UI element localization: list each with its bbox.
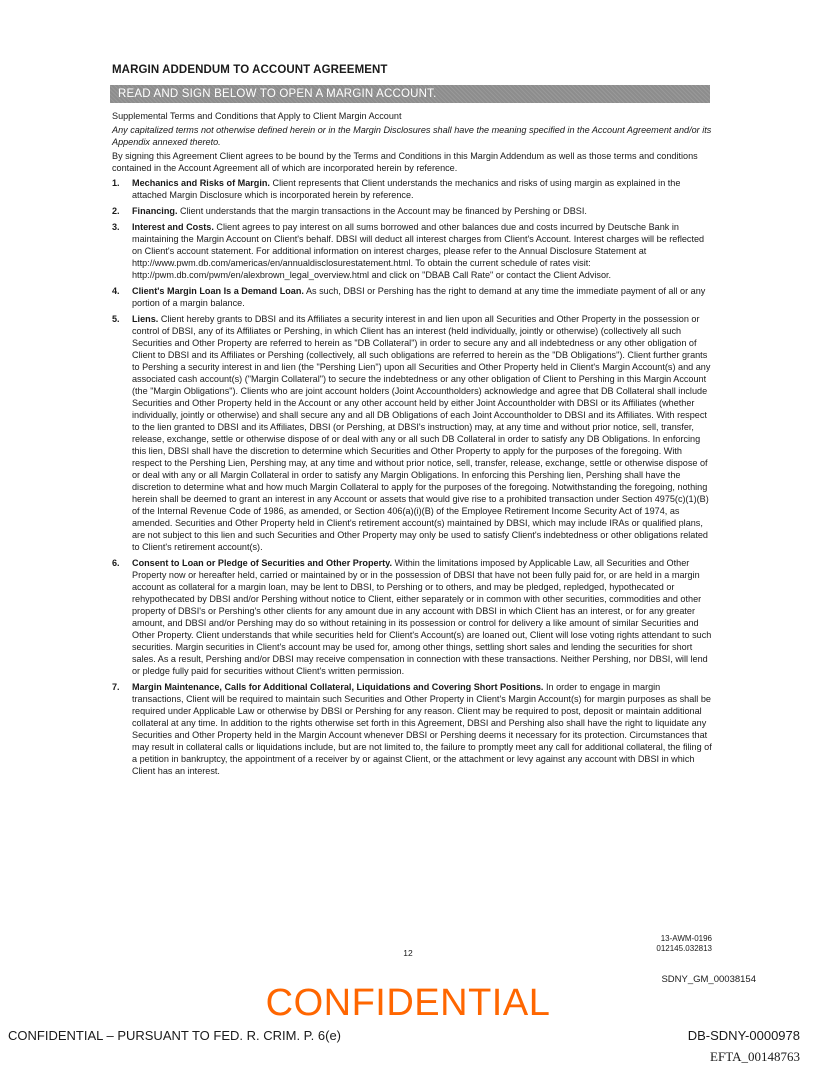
section-number: 3.	[112, 222, 120, 232]
section-text: Client understands that the margin transactions in the Account may be financed by Pershing or DBSI.	[180, 206, 587, 216]
section-number: 2.	[112, 206, 120, 216]
form-code	[656, 934, 712, 954]
confidential-footer-notice: CONFIDENTIAL – PURSUANT TO FED. R. CRIM. P. 6(e)	[8, 1028, 342, 1043]
section-text: As such, DBSI or Pershing has the right to demand at any time the immediate payment of all or any portion of a margin balance.	[132, 286, 706, 308]
section-text: Client agrees to pay interest on all sums borrowed and other balances due and costs incurred by Deutsche Bank in maintaining the Margin Account on Client's behalf. DBSI will deduct all interest charges from Client's Account. Interest charges will be reflected on Client's account statement. For additional information on interest charges, please refer to the Annual Disclosure Statement at http://www.pwm.db.com/americas/en/annualdisclosurestatement.html. To obtain the current schedule of rates visit: http://pwm.db.com/pwm/en/alexbrown_legal_overview.html and click on "DBAB Call Rate" or contact the Client Advisor.	[132, 222, 705, 280]
bates-number-sdny-gm: SDNY_GM_00038154	[661, 974, 756, 985]
subtitle: Supplemental Terms and Conditions that Apply to Client Margin Account	[112, 111, 402, 121]
section-text: In order to engage in margin transactions, Client will be required to maintain such Securities and Other Property in Client's Margin Account(s) for margin purposes as shall be required under Applicable Law or otherwise by DBSI or Pershing for any reason. Client may be required to post, deposit or maintain additional collateral at any time. In addition to the rights otherwise set forth in this Agreement, DBSI and Pershing also shall have the right to liquidate any Securities and Other Property held in the Margin Account whenever DBSI or Pershing deems it necessary for its protection. Circumstances that may result in collateral calls or liquidations include, but are not limited to, the failure to promptly meet any call for additional collateral, the filing of a petition in bankruptcy, the appointment of a receiver by or against Client, or the attachment or levy against any account with DBSI in which Client has an interest.	[132, 682, 712, 776]
document-title: MARGIN ADDENDUM TO ACCOUNT AGREEMENT	[112, 64, 388, 76]
section-2	[112, 205, 712, 217]
bates-number-db-sdny: DB-SDNY-0000978	[687, 1028, 800, 1043]
section-heading: Mechanics and Risks of Margin.	[132, 178, 270, 188]
instruction-banner: READ AND SIGN BELOW TO OPEN A MARGIN ACCOUNT.	[110, 85, 710, 103]
efta-number: EFTA_00148763	[710, 1049, 800, 1064]
section-number: 6.	[112, 558, 120, 568]
confidential-stamp: CONFIDENTIAL	[265, 982, 551, 1024]
definitions-note: Any capitalized terms not otherwise defined herein or in the Margin Disclosures shall have the meaning specified in the Account Agreement and/or its Appendix annexed thereto.	[112, 125, 712, 147]
form-code-line-2: 012145.032813	[656, 944, 712, 953]
section-6	[112, 557, 712, 677]
section-7	[112, 681, 712, 777]
intro-paragraph: By signing this Agreement Client agrees to be bound by the Terms and Conditions in this Margin Addendum as well as those terms and conditions contained in the Account Agreement all of which are incorporated herein by reference.	[112, 151, 698, 173]
section-heading: Financing.	[132, 206, 178, 216]
section-heading: Client's Margin Loan Is a Demand Loan.	[132, 286, 304, 296]
section-text: Client hereby grants to DBSI and its Affiliates a security interest in and lien upon all Securities and Other Property in the possession or control of DBSI, any of its Affiliates or Pershing, in which Client has an interest (held individually, jointly or otherwise) (collectively all such Securities and Other Property are referred to herein as "DB Collateral") in order to secure any and all indebtedness or any other obligation of Client to DBSI and its Affiliates or Pershing (collectively, all such obligations are referred to herein as the "DB Obligations"). Client further grants to Pershing a security interest in and lien (the "Pershing Lien") upon all Securities and Other Property held in Client's Margin Account(s) and any associated cash account(s) ("Margin Collateral") to secure the indebtedness or any other obligation of Client to Pershing in this Margin Account (the "Margin Obligations"). Clients who are joint account holders (Joint Accountholders) acknowledge and agree that DB Collateral shall include Securities and Other Property held in the Account or any other account held by either Joint Accountholder with DBSI or its Affiliates (whether individually, jointly or otherwise) and shall secure any and all DB Obligations of each Joint Accountholder to DBSI and its Affiliates. With respect to the lien granted to DBSI and its Affiliates, DBSI (or Pershing, at DBSI's instruction) may, at any time and without prior notice, sell, transfer, release, exchange, settle or otherwise dispose of or deal with any or all such DB Collateral in order to satisfy any DB Obligations. In enforcing this lien, DBSI shall have the discretion to determine which Securities and Other Property to apply for the purposes of the foregoing. With respect to the Pershing Lien, Pershing may, at any time and without prior notice, sell, transfer, release, exchange, settle or otherwise dispose of or deal with any or all Margin Collateral in order to satisfy any Margin Obligations. In enforcing this Pershing lien, Pershing shall have the discretion to determine what and how much Margin Collateral to apply for the purposes of the foregoing. Notwithstanding the foregoing, nothing herein shall be deemed to grant an interest in any Account or assets that would give rise to a prohibited transaction under Section 4975(c)(1)(B) of the Internal Revenue Code of 1986, as amended, or Section 406(a)(i)(B) of the Employee Retirement Income Security Act of 1974, as amended. Securities and Other Property held in Client's retirement account(s) maintained by DBSI, which may include IRAs or qualified plans, are not subject to this lien and such Securities and Other Property may only be used to satisfy Client's indebtedness or other obligations related to Client's retirement account(s).	[132, 314, 711, 552]
section-number: 7.	[112, 682, 120, 692]
section-text: Client represents that Client understands the mechanics and risks of using margin as explained in the attached Margin Disclosure which is incorporated herein by reference.	[132, 178, 681, 200]
section-heading: Consent to Loan or Pledge of Securities and Other Property.	[132, 558, 393, 568]
section-number: 5.	[112, 314, 120, 324]
section-heading: Interest and Costs.	[132, 222, 214, 232]
section-5	[112, 313, 712, 553]
page-number: 12	[403, 948, 413, 958]
terms-list	[112, 177, 712, 777]
section-number: 4.	[112, 286, 120, 296]
section-3	[112, 221, 712, 281]
section-4	[112, 285, 712, 309]
section-number: 1.	[112, 178, 120, 188]
document-body	[112, 110, 712, 781]
form-code-line-1: 13-AWM-0196	[660, 934, 712, 943]
section-text: Within the limitations imposed by Applicable Law, all Securities and Other Property now or hereafter held, carried or maintained by or in the possession of DBSI that have not been fully paid for, or are held in a margin account as collateral for a margin loan, may be lent to DBSI, to Pershing or to others, and may be pledged, repledged, hypothecated or rehypothecated by DBSI and/or Pershing without notice to Client, either separately or in common with other securities, commodities and other property of DBSI's or Pershing's other clients for any amount due in any account with DBSI in which Client has an interest, or for any greater amount, and DBSI and/or Pershing may do so without retaining in its possession or control for delivery a like amount of similar Securities and Other Property. Client understands that while securities held for Client's Account(s) are loaned out, Client will lose voting rights attendant to such securities. Margin securities in Client's account may be used for, among other things, settling short sales and lending the securities for short sales. As a result, Pershing and/or DBSI may receive compensation in connection with these transactions. Neither Pershing, nor DBSI, will lend or pledge fully paid for securities without Client's written permission.	[132, 558, 712, 676]
section-1	[112, 177, 712, 201]
section-heading: Liens.	[132, 314, 159, 324]
section-heading: Margin Maintenance, Calls for Additional Collateral, Liquidations and Covering Short Positions.	[132, 682, 544, 692]
